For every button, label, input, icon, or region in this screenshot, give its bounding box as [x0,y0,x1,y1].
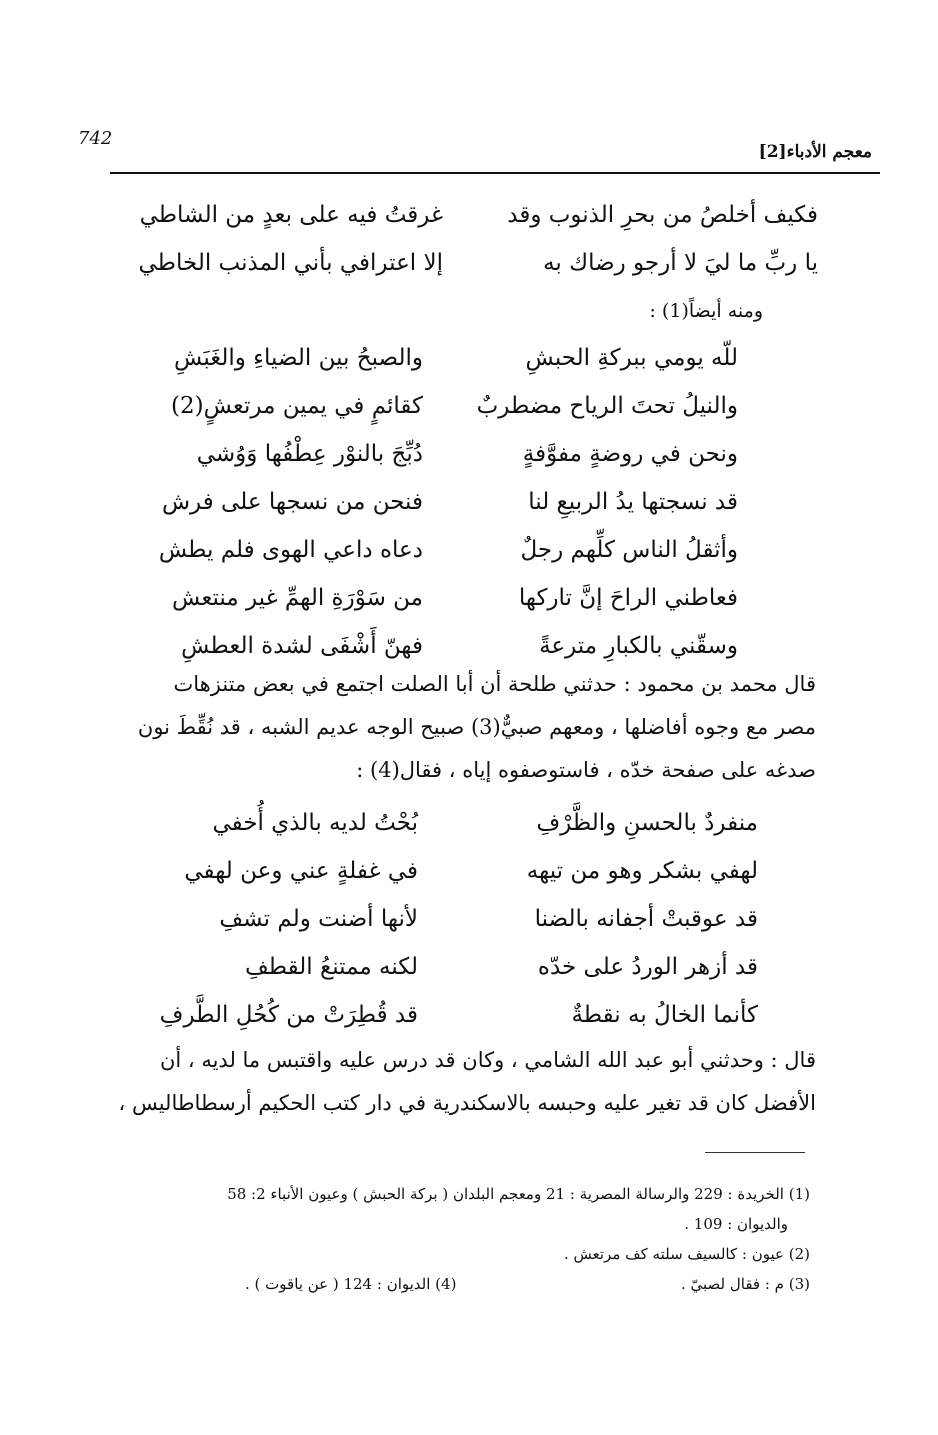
first-hemistich: منفردٌ بالحسنِ والظَّرْفِ [536,810,758,836]
first-hemistich: يا ربِّ ما ليَ لا أرجو رضاك به [543,250,818,276]
second-hemistich: والصبحُ بين الضياءِ والغَبَشِ [174,345,423,371]
first-hemistich: ونحن في روضةٍ مفوَّفةٍ [522,441,738,467]
verse [108,954,758,1002]
footnote-separator [705,1152,805,1153]
prose-line: قال : وحدثني أبو عبد الله الشامي ، وكان قد درس عليه واقتبس ما لديه ، أن [159,1048,816,1072]
page-header [60,128,880,174]
poem-intro: ومنه أيضاً(1) : [649,300,763,322]
second-hemistich: فنحن من نسجها على فرش [161,489,423,515]
verse [83,202,818,250]
footnote-1: (1) الخريدة : 229 والرسالة المصرية : 21 ومعجم البلدان ( بركة الحبش ) وعيون الأنباء 2: 58 [227,1185,810,1203]
first-hemistich: قد أزهر الوردُ على خدّه [537,954,758,980]
second-hemistich: كقائمٍ في يمين مرتعشٍ(2) [171,393,423,419]
second-hemistich: من سَوْرَةِ الهمِّ غير منتعش [172,585,423,611]
prose-line: مصر مع وجوه أفاضلها ، ومعهم صبيٌّ(3) صبيح الوجه عديم الشبه ، قد نُقِّطَ نون [137,715,816,739]
footnote-1-continued: والديوان : 109 . [684,1215,788,1233]
first-hemistich: قد نسجتها يدُ الربيعِ لنا [528,489,738,515]
verse [83,250,818,298]
prose-line: الأفضل كان قد تغير عليه وحبسه بالاسكندرية في دار كتب الحكيم أرسطاطاليس ، [118,1091,816,1115]
verse [98,585,738,633]
first-hemistich: قد عوقبتْ أجفانه بالضنا [534,906,758,932]
first-hemistich: وأثقلُ الناس كلِّهم رجلٌ [520,537,738,563]
prose-paragraph-2 [118,1048,816,1134]
footnote-3: (3) م : فقال لصبيّ . [680,1275,810,1293]
second-hemistich: غرقتُ فيه على بعدٍ من الشاطي [139,202,443,228]
first-hemistich: فكيف أخلصُ من بحرِ الذنوب وقد [507,202,818,228]
poem-block-2 [98,345,738,681]
second-hemistich: قد قُطِرَتْ من كُحُلِ الطَّرفِ [159,1002,418,1028]
first-hemistich: فعاطني الراحَ إنَّ تاركها [518,585,738,611]
second-hemistich: فهنّ أَشْفَى لشدة العطشِ [181,633,423,659]
second-hemistich: دعاه داعي الهوى فلم يطش [158,537,423,563]
first-hemistich: كأنما الخالُ به نقطةٌ [571,1002,758,1028]
poem-block-3 [108,810,758,1050]
prose-line: قال محمد بن محمود : حدثني طلحة أن أبا الصلت اجتمع في بعض متنزهات [173,672,816,696]
footnote-4: (4) الديوان : 124 ( عن ياقوت ) . [245,1275,457,1293]
first-hemistich: وسقّني بالكبارِ مترعةً [539,633,738,659]
prose-paragraph-1 [138,672,816,801]
second-hemistich: دُبِّجَ بالنوْر عِطْفُها وَوُشي [196,441,423,467]
prose-line: صدغه على صفحة خدّه ، فاستوصفوه إياه ، فقال(4) : [356,758,816,782]
footnote-2: (2) عيون : كالسيف سلته كف مرتعش . [563,1245,810,1263]
running-title: معجم الأدباء[2] [758,142,872,162]
verse [98,537,738,585]
verse [108,810,758,858]
first-hemistich: لهفي بشكر وهو من تيهه [526,858,758,884]
verse [98,441,738,489]
verse [98,393,738,441]
first-hemistich: والنيلُ تحتَ الرياح مضطربٌ [476,393,738,419]
poem-block-1 [83,202,818,298]
page-number: 742 [78,128,113,149]
footnote-row [50,1275,810,1305]
verse [98,489,738,537]
verse [108,858,758,906]
second-hemistich: بُحْتُ لديه بالذي أُخفي [212,810,418,836]
second-hemistich: في غفلةٍ عني وعن لهفي [184,858,418,884]
verse [98,345,738,393]
second-hemistich: إلا اعترافي بأني المذنب الخاطي [138,250,443,276]
verse [108,1002,758,1050]
verse [108,906,758,954]
footnotes [50,1185,810,1305]
second-hemistich: لكنه ممتنعُ القطفِ [244,954,418,980]
first-hemistich: للّه يومي ببركةِ الحبشِ [525,345,738,371]
second-hemistich: لأنها أضنت ولم تشفِ [219,906,418,932]
header-rule [110,172,880,174]
